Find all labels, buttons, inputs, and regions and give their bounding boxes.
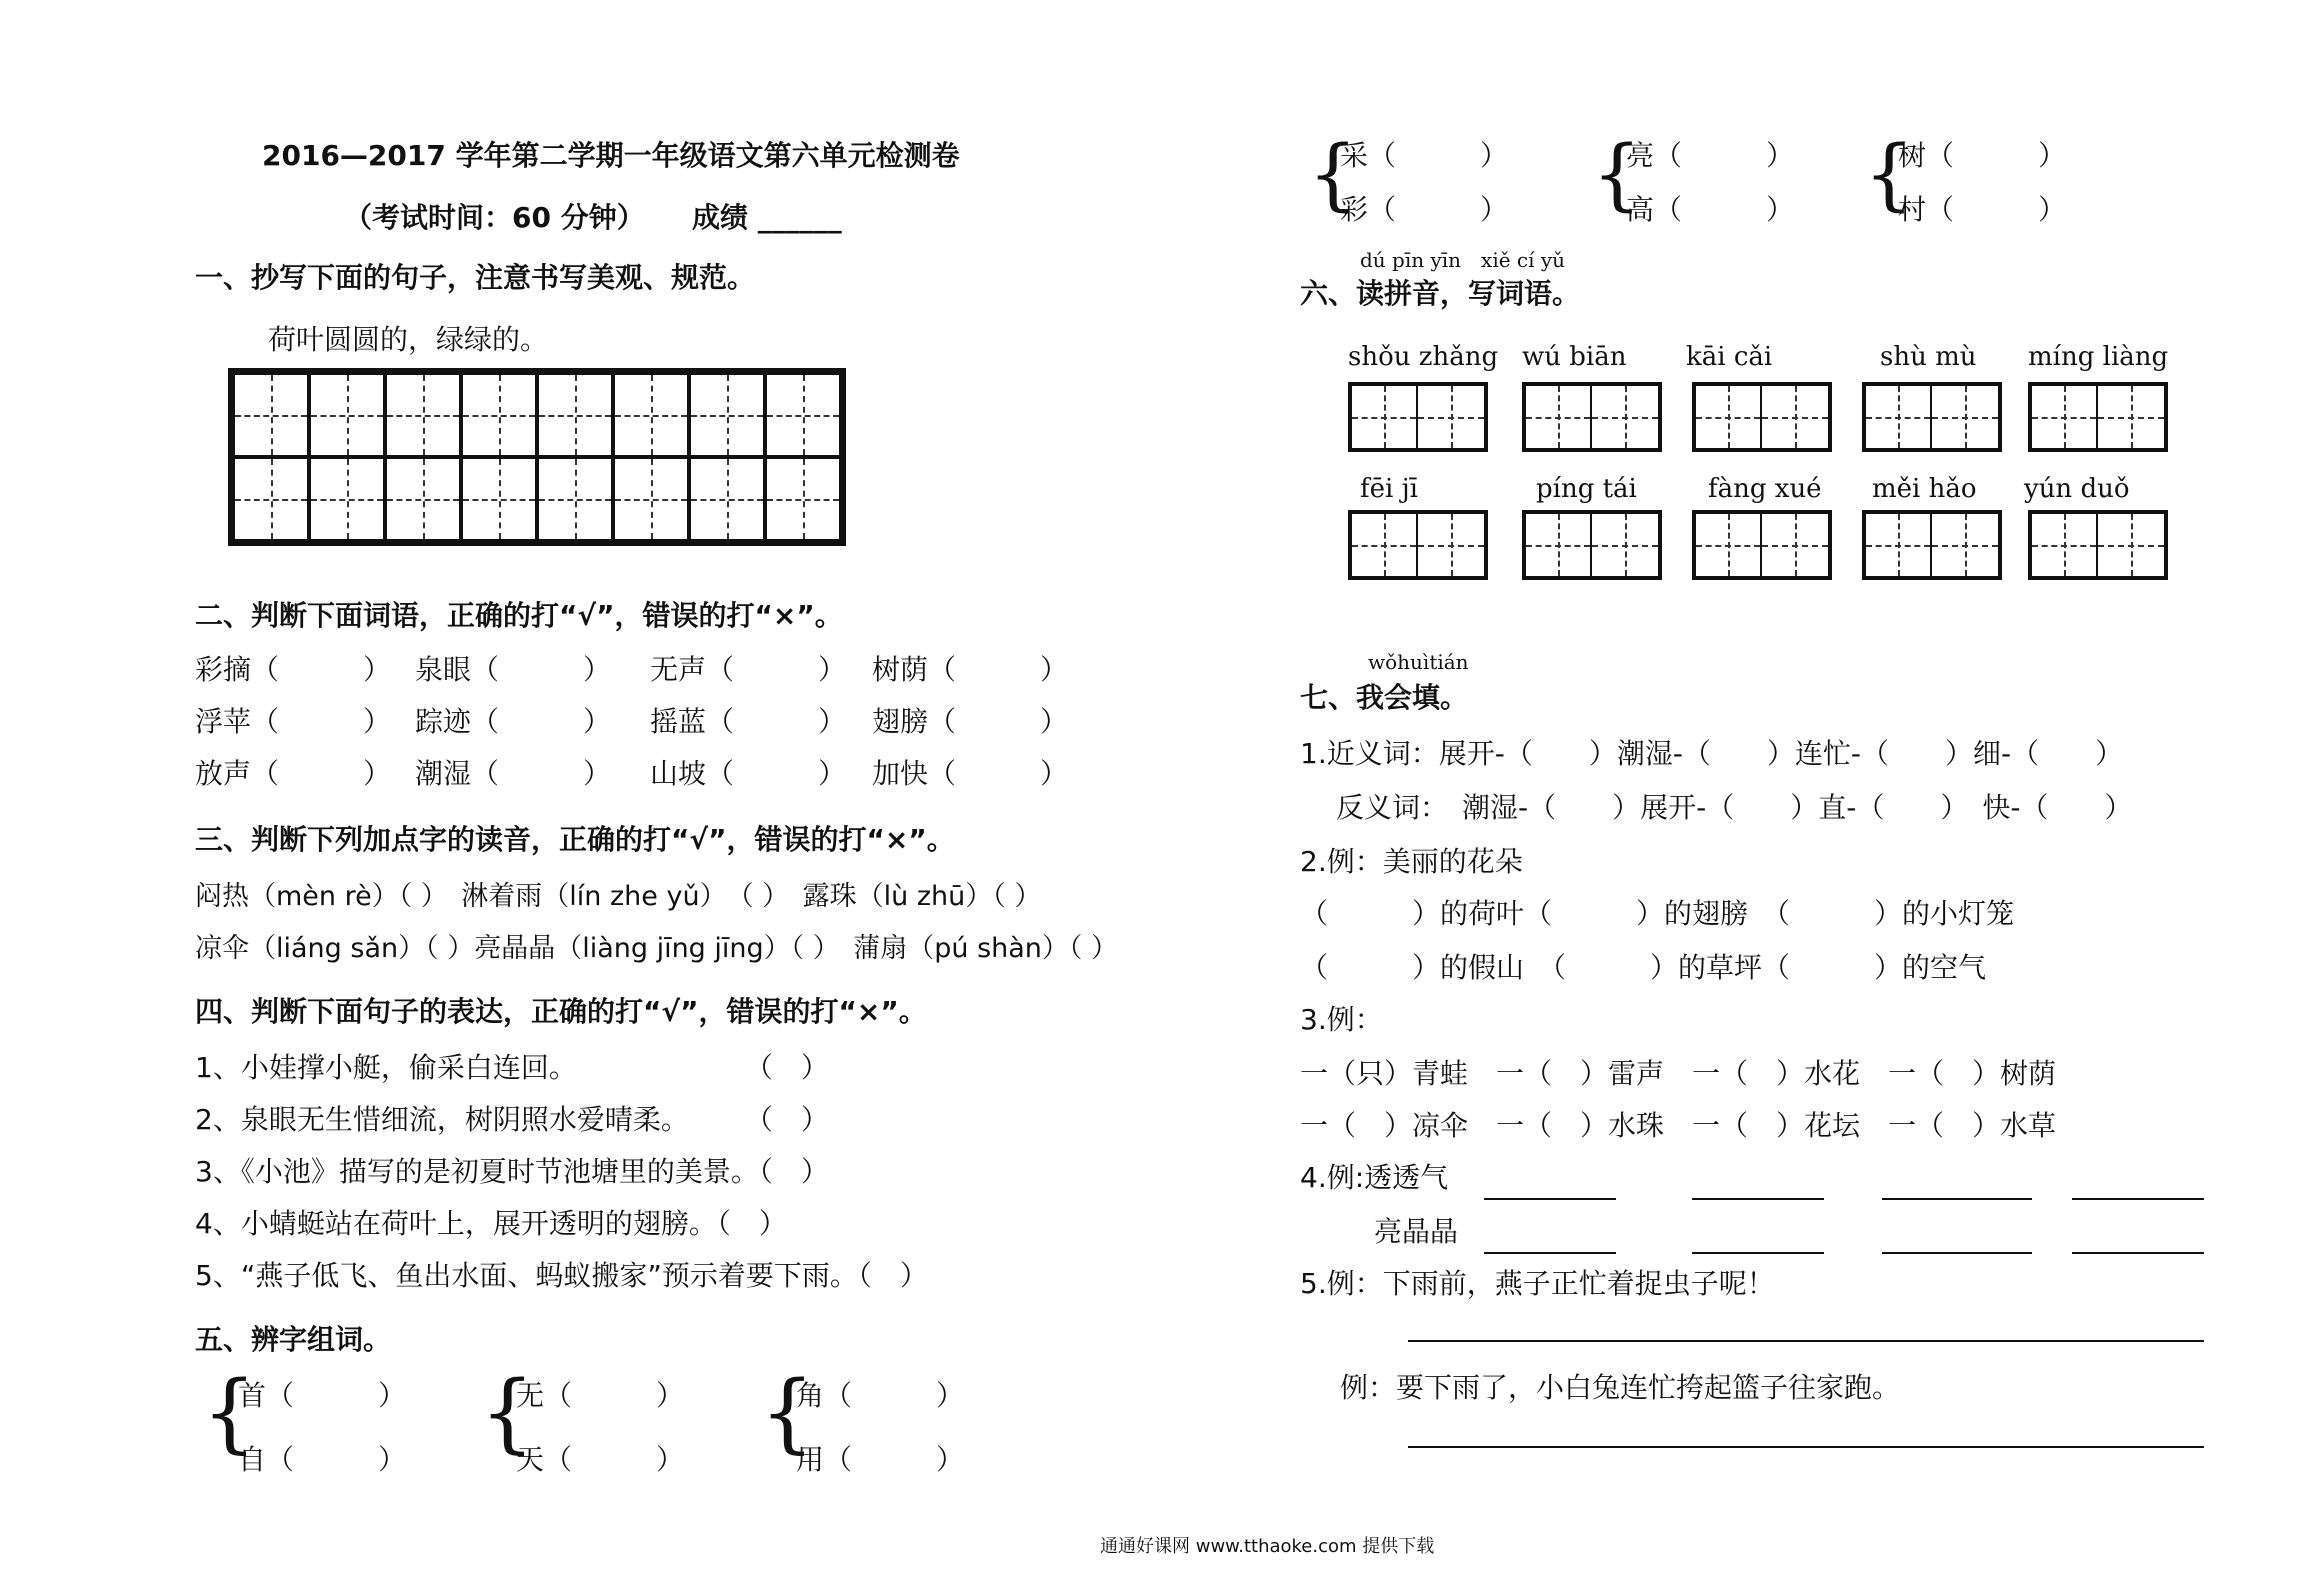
char-group-item: 无（ ）: [516, 1379, 685, 1412]
fill-line: 4.例:透透气: [1300, 1161, 1449, 1194]
answer-box[interactable]: [1692, 510, 1832, 580]
fill-line: 2.例：美丽的花朵: [1300, 845, 1523, 878]
section-3-heading: 三、判断下列加点字的读音，正确的打“√”，错误的打“×”。: [195, 823, 955, 856]
char-group-item: 高（ ）: [1626, 193, 1795, 226]
word-item: 浮苹（ ）: [195, 705, 392, 738]
footer-credit: 通通好课网 www.tthaoke.com 提供下载: [1100, 1536, 1435, 1557]
judge-item-1: 1、小娃撑小艇，偷采白连回。 （ ）: [195, 1051, 829, 1084]
char-group-item: 亮（ ）: [1626, 139, 1795, 172]
score-label: 成绩 ______: [692, 201, 842, 234]
pinyin-label: píng tái: [1536, 474, 1637, 504]
section-5-heading: 五、辨字组词。: [195, 1323, 392, 1356]
char-group-item: 首（ ）: [238, 1379, 407, 1412]
answer-box[interactable]: [1348, 382, 1488, 452]
answer-line[interactable]: [1484, 1198, 1616, 1200]
answer-box[interactable]: [1522, 382, 1662, 452]
char-group-item: 自（ ）: [238, 1443, 407, 1476]
fill-line: 3.例：: [1300, 1003, 1383, 1036]
word-item: 翅膀（ ）: [872, 705, 1069, 738]
answer-box[interactable]: [1522, 510, 1662, 580]
answer-line[interactable]: [1484, 1252, 1616, 1254]
pinyin-label: míng liàng: [2028, 342, 2169, 372]
char-group-item: 彩（ ）: [1340, 193, 1509, 226]
char-group-item: 村（ ）: [1898, 193, 2067, 226]
answer-box[interactable]: [1348, 510, 1488, 580]
answer-line[interactable]: [2072, 1252, 2204, 1254]
section-4-heading: 四、判断下面句子的表达，正确的打“√”，错误的打“×”。: [195, 995, 927, 1028]
judge-item-3: 3、《小池》描写的是初夏时节池塘里的美景。（ ）: [195, 1155, 829, 1188]
judge-item-2: 2、泉眼无生惜细流，树阴照水爱晴柔。 （ ）: [195, 1103, 829, 1136]
section-2-heading: 二、判断下面词语，正确的打“√”，错误的打“×”。: [195, 599, 843, 632]
section-6-heading-pinyin: dú pīn yīn xiě cí yǔ: [1360, 248, 1566, 272]
answer-line[interactable]: [1882, 1252, 2032, 1254]
answer-box[interactable]: [1692, 382, 1832, 452]
answer-line[interactable]: [1408, 1446, 2204, 1448]
char-group-item: 天（ ）: [516, 1443, 685, 1476]
brace-icon: {: [760, 1363, 815, 1463]
word-item: 踪迹（ ）: [415, 705, 612, 738]
pronunciation-line-1: 闷热（mèn rè）（ ） 淋着雨（lín zhe yǔ） （ ） 露珠（lù zhū）（ ）: [195, 881, 1042, 912]
section-1-heading: 一、抄写下面的句子，注意书写美观、规范。: [195, 261, 756, 294]
brace-icon: {: [202, 1363, 257, 1463]
judge-item-4: 4、小蜻蜓站在荷叶上，展开透明的翅膀。（ ）: [195, 1207, 787, 1240]
fill-line: 一（只）青蛙 一（ ）雷声 一（ ）水花 一（ ）树荫: [1300, 1057, 2057, 1090]
answer-box[interactable]: [2028, 382, 2168, 452]
fill-line: （ ）的荷叶（ ）的翅膀 （ ）的小灯笼: [1300, 897, 2015, 930]
answer-line[interactable]: [1692, 1198, 1824, 1200]
fill-line: 例：要下雨了，小白兔连忙挎起篮子往家跑。: [1340, 1371, 1901, 1404]
fill-line: （ ）的假山 （ ）的草坪（ ）的空气: [1300, 951, 1987, 984]
word-item: 无声（ ）: [650, 653, 847, 686]
section-7-heading: 七、我会填。: [1300, 681, 1469, 714]
judge-item-5: 5、“燕子低飞、鱼出水面、蚂蚁搬家”预示着要下雨。（ ）: [195, 1259, 928, 1292]
answer-line[interactable]: [1692, 1252, 1824, 1254]
word-item: 树荫（ ）: [872, 653, 1069, 686]
word-item: 加快（ ）: [872, 757, 1069, 790]
copy-sentence: 荷叶圆圆的，绿绿的。: [268, 323, 549, 356]
pinyin-label: shù mù: [1880, 342, 1977, 372]
answer-line[interactable]: [1408, 1340, 2204, 1342]
exam-time: （考试时间：60 分钟）: [344, 201, 645, 234]
fill-line: 亮晶晶: [1374, 1215, 1459, 1248]
fill-line: 5.例：下雨前，燕子正忙着捉虫子呢！: [1300, 1267, 1775, 1300]
char-group-item: 采（ ）: [1340, 139, 1509, 172]
answer-box[interactable]: [2028, 510, 2168, 580]
word-item: 潮湿（ ）: [415, 757, 612, 790]
pinyin-label: fēi jī: [1360, 474, 1418, 504]
brace-icon: {: [1308, 130, 1358, 220]
section-7-heading-pinyin: wǒhuìtián: [1368, 650, 1469, 674]
word-item: 泉眼（ ）: [415, 653, 612, 686]
answer-line[interactable]: [2072, 1198, 2204, 1200]
fill-line: 1.近义词：展开-（ ）潮湿-（ ）连忙-（ ）细-（ ）: [1300, 737, 2124, 770]
pinyin-label: shǒu zhǎng: [1348, 342, 1499, 372]
brace-icon: {: [1592, 130, 1642, 220]
answer-box[interactable]: [1862, 382, 2002, 452]
char-group-item: 角（ ）: [796, 1379, 965, 1412]
word-item: 摇蓝（ ）: [650, 705, 847, 738]
char-group-item: 树（ ）: [1898, 139, 2067, 172]
pinyin-label: wú biān: [1522, 342, 1627, 372]
pinyin-label: yún duǒ: [2024, 474, 2130, 504]
pinyin-label: fàng xué: [1708, 474, 1822, 504]
exam-title: 2016—2017 学年第二学期一年级语文第六单元检测卷: [262, 139, 960, 172]
section-6-heading: 六、读拼音，写词语。: [1300, 277, 1581, 310]
fill-line: 反义词： 潮湿-（ ）展开-（ ）直-（ ） 快-（ ）: [1336, 791, 2133, 824]
char-group-item: 用（ ）: [796, 1443, 965, 1476]
answer-line[interactable]: [1882, 1198, 2032, 1200]
fill-line: 一（ ）凉伞 一（ ）水珠 一（ ）花坛 一（ ）水草: [1300, 1109, 2057, 1142]
pinyin-label: kāi cǎi: [1686, 342, 1773, 372]
pronunciation-line-2: 凉伞（liáng sǎn）（ ）亮晶晶（liàng jīng jīng）（ ） 蒲扇（pú shàn）（ ）: [195, 933, 1118, 964]
word-item: 山坡（ ）: [650, 757, 847, 790]
pinyin-label: měi hǎo: [1872, 474, 1977, 504]
brace-icon: {: [480, 1363, 535, 1463]
writing-grid[interactable]: [228, 368, 846, 546]
brace-icon: {: [1864, 130, 1914, 220]
word-item: 彩摘（ ）: [195, 653, 392, 686]
answer-box[interactable]: [1862, 510, 2002, 580]
word-item: 放声（ ）: [195, 757, 392, 790]
